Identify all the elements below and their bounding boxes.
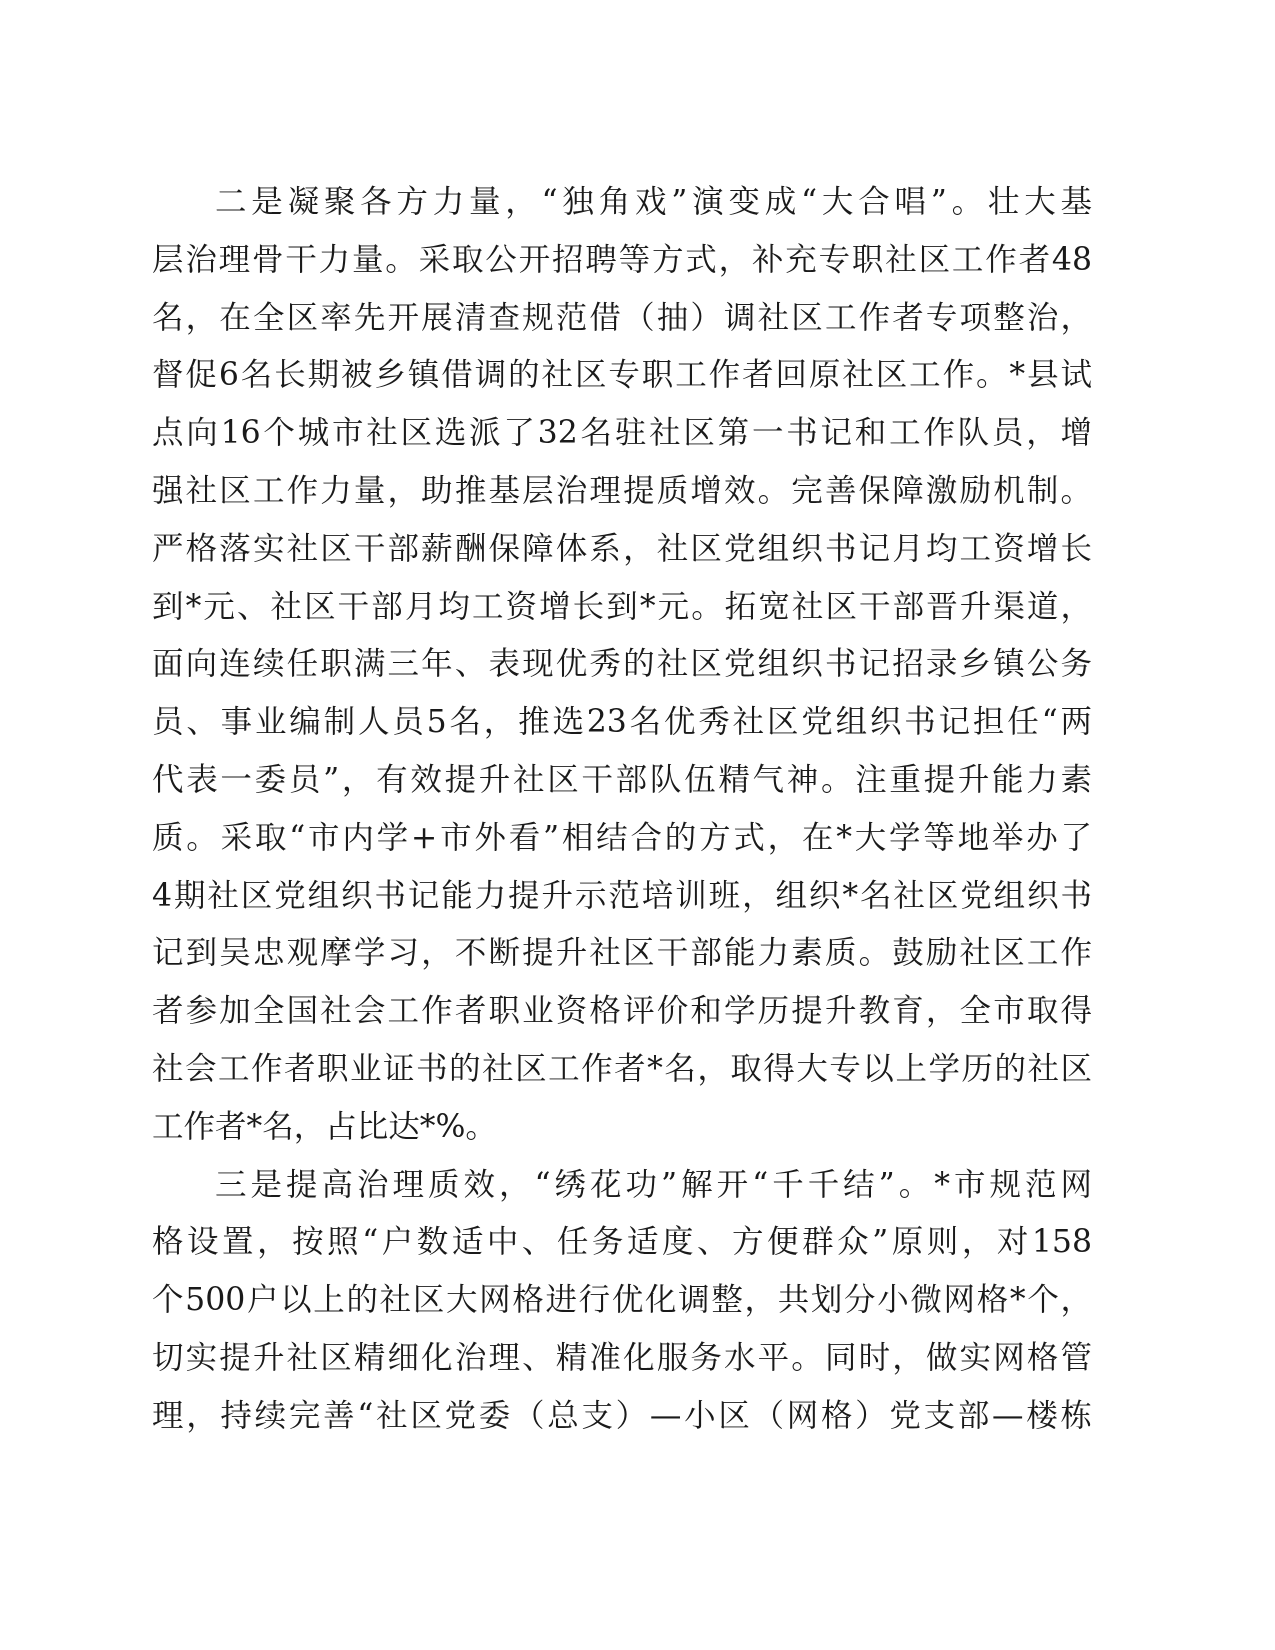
text-line: 名，在全区率先开展清查规范借（抽）调社区工作者专项整治，: [152, 299, 1092, 336]
text-line: 二是凝聚各方力量，“独角戏”演变成“大合唱”。壮大基: [215, 184, 1092, 220]
text-line: 督促6名长期被乡镇借调的社区专职工作者回原社区工作。*县试: [152, 357, 1092, 394]
text-line: 个500户以上的社区大网格进行优化调整，共划分小微网格*个，: [152, 1282, 1092, 1319]
text-line: 层治理骨干力量。采取公开招聘等方式，补充专职社区工作者48: [152, 241, 1092, 278]
text-line: 切实提升社区精细化治理、精准化服务水平。同时，做实网格管: [152, 1339, 1092, 1376]
text-line: 强社区工作力量，助推基层治理提质增效。完善保障激励机制。: [152, 472, 1092, 509]
text-line: 点向16个城市社区选派了32名驻社区第一书记和工作队员，增: [152, 415, 1092, 452]
text-line: 质。采取“市内学+市外看”相结合的方式，在*大学等地举办了: [152, 819, 1092, 856]
text-line: 者参加全国社会工作者职业资格评价和学历提升教育，全市取得: [152, 993, 1092, 1030]
document-body: [152, 180, 1092, 1452]
text-line: 员、事业编制人员5名，推选23名优秀社区党组织书记担任“两: [152, 704, 1092, 741]
text-line: 到*元、社区干部月均工资增长到*元。拓宽社区干部晋升渠道，: [152, 588, 1092, 625]
text-line: 面向连续任职满三年、表现优秀的社区党组织书记招录乡镇公务: [152, 646, 1092, 683]
paragraph-1: [152, 180, 1092, 1163]
text-line: 理，持续完善“社区党委（总支）—小区（网格）党支部—楼栋: [152, 1397, 1092, 1434]
text-line: 严格落实社区干部薪酬保障体系，社区党组织书记月均工资增长: [152, 530, 1092, 567]
text-line: 4期社区党组织书记能力提升示范培训班，组织*名社区党组织书: [152, 877, 1092, 914]
text-line: 记到吴忠观摩学习，不断提升社区干部能力素质。鼓励社区工作: [152, 935, 1092, 972]
text-line: 格设置，按照“户数适中、任务适度、方便群众”原则，对158: [152, 1224, 1092, 1261]
text-line: 社会工作者职业证书的社区工作者*名，取得大专以上学历的社区: [152, 1050, 1092, 1087]
text-line: 工作者*名，占比达*%。: [152, 1108, 497, 1145]
paragraph-2: [152, 1163, 1092, 1452]
text-line: 三是提高治理质效，“绣花功”解开“千千结”。*市规范网: [215, 1166, 1092, 1203]
text-line: 代表一委员”，有效提升社区干部队伍精气神。注重提升能力素: [152, 761, 1092, 798]
